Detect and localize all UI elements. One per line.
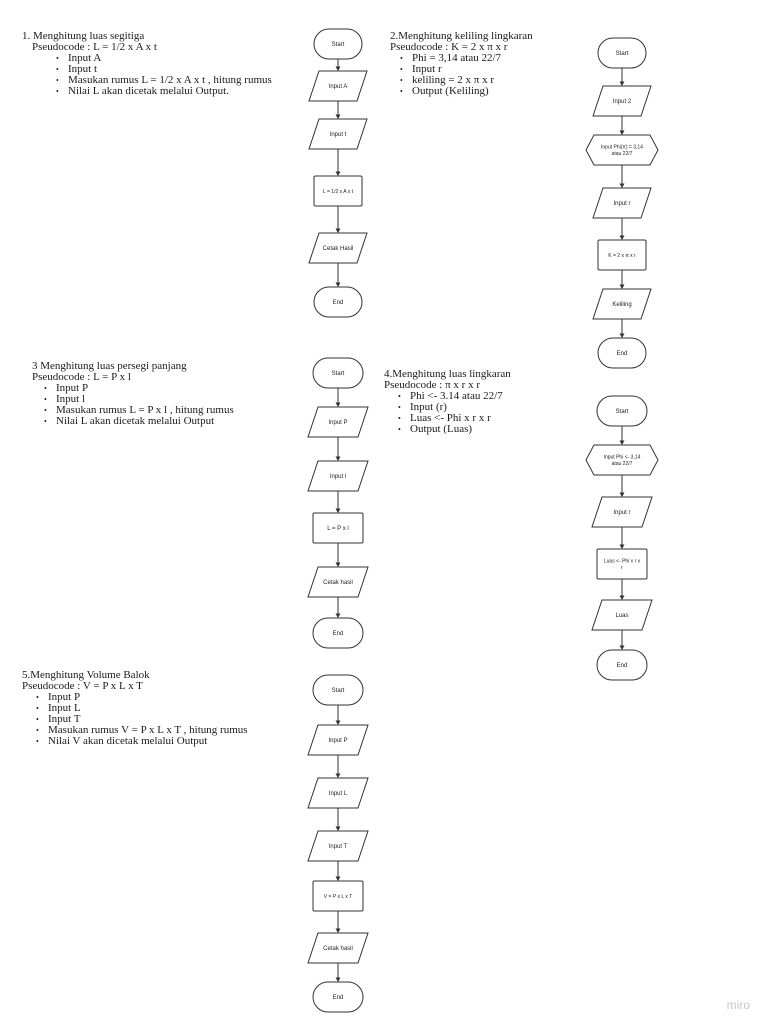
- flow-arrow-head: [336, 172, 341, 177]
- step-item: • Output (Keliling): [398, 86, 533, 97]
- section-title: 5.Menghitung Volume Balok: [22, 669, 150, 681]
- flow-node-label: Start: [615, 409, 629, 416]
- flow-node-label: Input t: [329, 132, 347, 139]
- flow-node-label: Input P: [328, 420, 348, 427]
- flow-arrow-head: [336, 229, 341, 234]
- section-title: 2.Menghitung keliling lingkaran: [390, 30, 533, 42]
- flow-node-label: Start: [331, 371, 345, 378]
- step-item: • Masukan rumus L = P x l , hitung rumus: [42, 405, 234, 416]
- flow-node-label: End: [332, 995, 344, 1002]
- section-pseudocode: Pseudocode : L = P x l: [32, 371, 131, 383]
- flow-node-label: Keliling: [612, 302, 632, 309]
- flow-arrow-head: [336, 509, 341, 514]
- step-item: • Phi = 3,14 atau 22/7: [398, 53, 533, 64]
- step-item: • keliling = 2 x π x r: [398, 75, 533, 86]
- flow-node-label: Start: [615, 51, 629, 58]
- step-item: • Luas <- Phi x r x r: [396, 413, 511, 424]
- miro-watermark: miro: [726, 998, 750, 1012]
- step-item: • Input (r): [396, 402, 511, 413]
- flow-arrow-head: [336, 67, 341, 72]
- flowchart-s2: [586, 38, 658, 368]
- flow-node-label: Input r: [613, 201, 631, 208]
- step-item: • Input T: [34, 714, 248, 725]
- flow-node-label: L = 1/2 x A x t: [323, 188, 353, 195]
- flow-node-label: Input Phi(π) = 3,14 atau 22/7: [601, 144, 643, 157]
- flow-node-label: Luas: [615, 613, 629, 620]
- flow-arrow-head: [620, 646, 625, 651]
- flow-arrow-head: [336, 721, 341, 726]
- section-pseudocode: Pseudocode : π x r x r: [384, 379, 480, 391]
- flow-node-label: Input Phi <- 3,14 atau 22/7: [603, 454, 641, 467]
- flow-arrow-head: [620, 236, 625, 241]
- step-item: • Nilai V akan dicetak melalui Output: [34, 736, 248, 747]
- step-item: • Nilai L akan dicetak melalui Output: [42, 416, 234, 427]
- flow-arrow-head: [620, 131, 625, 136]
- flow-node-label: Start: [331, 688, 345, 695]
- section-title: 3 Menghitung luas persegi panjang: [32, 360, 187, 372]
- flow-arrow-head: [336, 877, 341, 882]
- flow-arrow-head: [336, 457, 341, 462]
- section-pseudocode: Pseudocode : L = 1/2 x A x t: [32, 41, 157, 53]
- flow-node-label: Cetak hasil: [323, 580, 353, 587]
- flowchart-s3: [308, 358, 368, 648]
- flow-arrow-head: [336, 563, 341, 568]
- flow-arrow-head: [620, 545, 625, 550]
- section-pseudocode: Pseudocode : K = 2 x π x r: [390, 41, 508, 53]
- flow-node-label: Cetak Hasil: [322, 246, 354, 253]
- flow-node-label: End: [616, 351, 628, 358]
- step-item: • Input r: [398, 64, 533, 75]
- flow-arrow-head: [336, 929, 341, 934]
- flow-arrow-head: [336, 403, 341, 408]
- flowchart-s4: [586, 396, 658, 680]
- flow-node-label: Start: [331, 42, 345, 49]
- step-item: • Input A: [54, 53, 272, 64]
- step-item: • Input P: [34, 692, 248, 703]
- flow-arrow-head: [620, 285, 625, 290]
- flow-arrow-head: [620, 596, 625, 601]
- flow-node-label: Input 2: [612, 99, 632, 106]
- step-item: • Input P: [42, 383, 234, 394]
- flowchart-s1: [309, 29, 367, 317]
- flow-node-label: V = P x L x T: [323, 893, 353, 900]
- section-pseudocode: Pseudocode : V = P x L x T: [22, 680, 143, 692]
- flow-node-label: Luas <- Phi x r x r: [603, 558, 641, 571]
- flow-arrow-head: [336, 827, 341, 832]
- flow-node-label: Input P: [328, 738, 348, 745]
- flow-arrow-head: [620, 334, 625, 339]
- flow-node-label: L = P x l: [327, 526, 349, 533]
- flow-node-label: Input r: [613, 510, 631, 517]
- flow-arrow-head: [336, 115, 341, 120]
- step-item: • Input l: [42, 394, 234, 405]
- step-item: • Input L: [34, 703, 248, 714]
- flow-arrow-head: [336, 978, 341, 983]
- flow-arrow-head: [336, 774, 341, 779]
- flow-arrow-head: [336, 283, 341, 288]
- section-title: 4.Menghitung luas lingkaran: [384, 368, 511, 380]
- step-item: • Input t: [54, 64, 272, 75]
- flow-arrow-head: [336, 614, 341, 619]
- flow-arrow-head: [620, 184, 625, 189]
- flow-node-label: K = 2 x π x r: [608, 252, 636, 259]
- flow-node-label: Input T: [328, 844, 348, 851]
- flow-arrow-head: [620, 82, 625, 87]
- flow-node-label: Input L: [328, 791, 348, 798]
- section-title: 1. Menghitung luas segitiga: [22, 30, 145, 42]
- flowchart-s5: [308, 675, 368, 1012]
- flow-node-label: Cetak hasil: [323, 946, 353, 953]
- flow-node-label: End: [616, 663, 628, 670]
- step-item: • Phi <- 3.14 atau 22/7: [396, 391, 511, 402]
- flow-node-label: End: [332, 300, 344, 307]
- flow-node-label: Input A: [328, 84, 348, 91]
- flow-node-label: End: [332, 631, 344, 638]
- step-item: • Nilai L akan dicetak melalui Output.: [54, 86, 272, 97]
- step-item: • Masukan rumus L = 1/2 x A x t , hitung rumus: [54, 75, 272, 86]
- step-item: • Output (Luas): [396, 424, 511, 435]
- flow-arrow-head: [620, 441, 625, 446]
- flow-node-label: Input l: [329, 474, 347, 481]
- step-item: • Masukan rumus V = P x L x T , hitung rumus: [34, 725, 248, 736]
- flow-arrow-head: [620, 493, 625, 498]
